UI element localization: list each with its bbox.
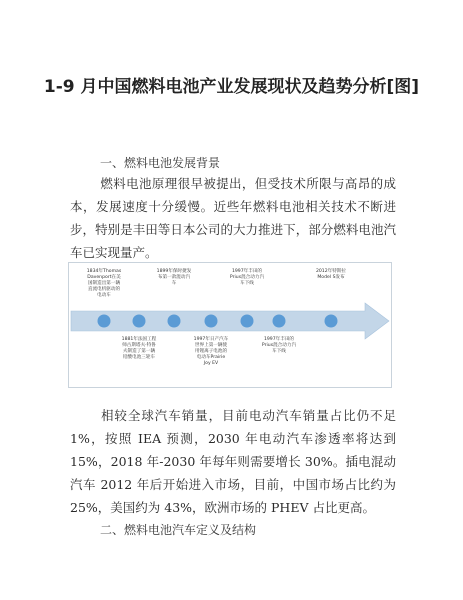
timeline-label-top: 1834年Thomas Davenport在美国制造出第一辆直流电机驱动的电动车 bbox=[86, 269, 122, 298]
timeline-dot bbox=[325, 315, 338, 328]
timeline-label-top: 1899年保时捷发布第一款混动汽车 bbox=[156, 269, 192, 286]
timeline-label-bottom: 1881年法国工程师古斯塔夫·特鲁夫制造了第一辆铅酸电池三轮车 bbox=[121, 337, 157, 360]
paragraph-background-text: 燃料电池原理很早被提出，但受技术所限与高昂的成本，发展速度十分缓慢。近些年燃料电池相关技术不断进步，特别是丰田等日本公司的大力推进下，部分燃料电池汽车已实现量产。 bbox=[70, 176, 396, 260]
timeline-dot bbox=[168, 315, 181, 328]
timeline-label-top: 1997年丰田的Prius混合动力汽车下线 bbox=[229, 269, 265, 286]
timeline-arrow bbox=[71, 303, 389, 339]
timeline-dot bbox=[205, 315, 218, 328]
timeline-label-top: 2012年特斯拉Model S发布 bbox=[315, 269, 347, 280]
paragraph-market bbox=[70, 404, 396, 519]
paragraph-background bbox=[70, 172, 396, 264]
ev-history-timeline-figure bbox=[68, 262, 392, 388]
timeline-dot bbox=[98, 315, 111, 328]
section-heading-definition: 二、燃料电池汽车定义及结构 bbox=[100, 523, 257, 537]
timeline-dot bbox=[273, 315, 286, 328]
timeline-label-bottom: 1997年日产汽车世界上第一辆使用锂离子电池的电动车Prairie Joy EV bbox=[193, 337, 229, 366]
section-heading-background: 一、燃料电池发展背景 bbox=[100, 156, 221, 170]
timeline-label-bottom: 1997年丰田的Prius混合动力汽车下线 bbox=[261, 337, 297, 354]
timeline-dot bbox=[241, 315, 254, 328]
timeline-dot bbox=[133, 315, 146, 328]
paragraph-market-text: 相较全球汽车销量，目前电动汽车销量占比仍不足 1%，按照 IEA 预测，2030 年电动汽车渗透率将达到 15%，2018 年-2030 年每年则需要增长 30%。插电混动汽车 2012 年后开始进入市场，目前，中国市场占比约为 25%，美国约为 43%，欧洲市场的 PHEV 占比更高。 bbox=[70, 408, 396, 515]
page-title: 1-9 月中国燃料电池产业发展现状及趋势分析[图] bbox=[43, 77, 420, 97]
